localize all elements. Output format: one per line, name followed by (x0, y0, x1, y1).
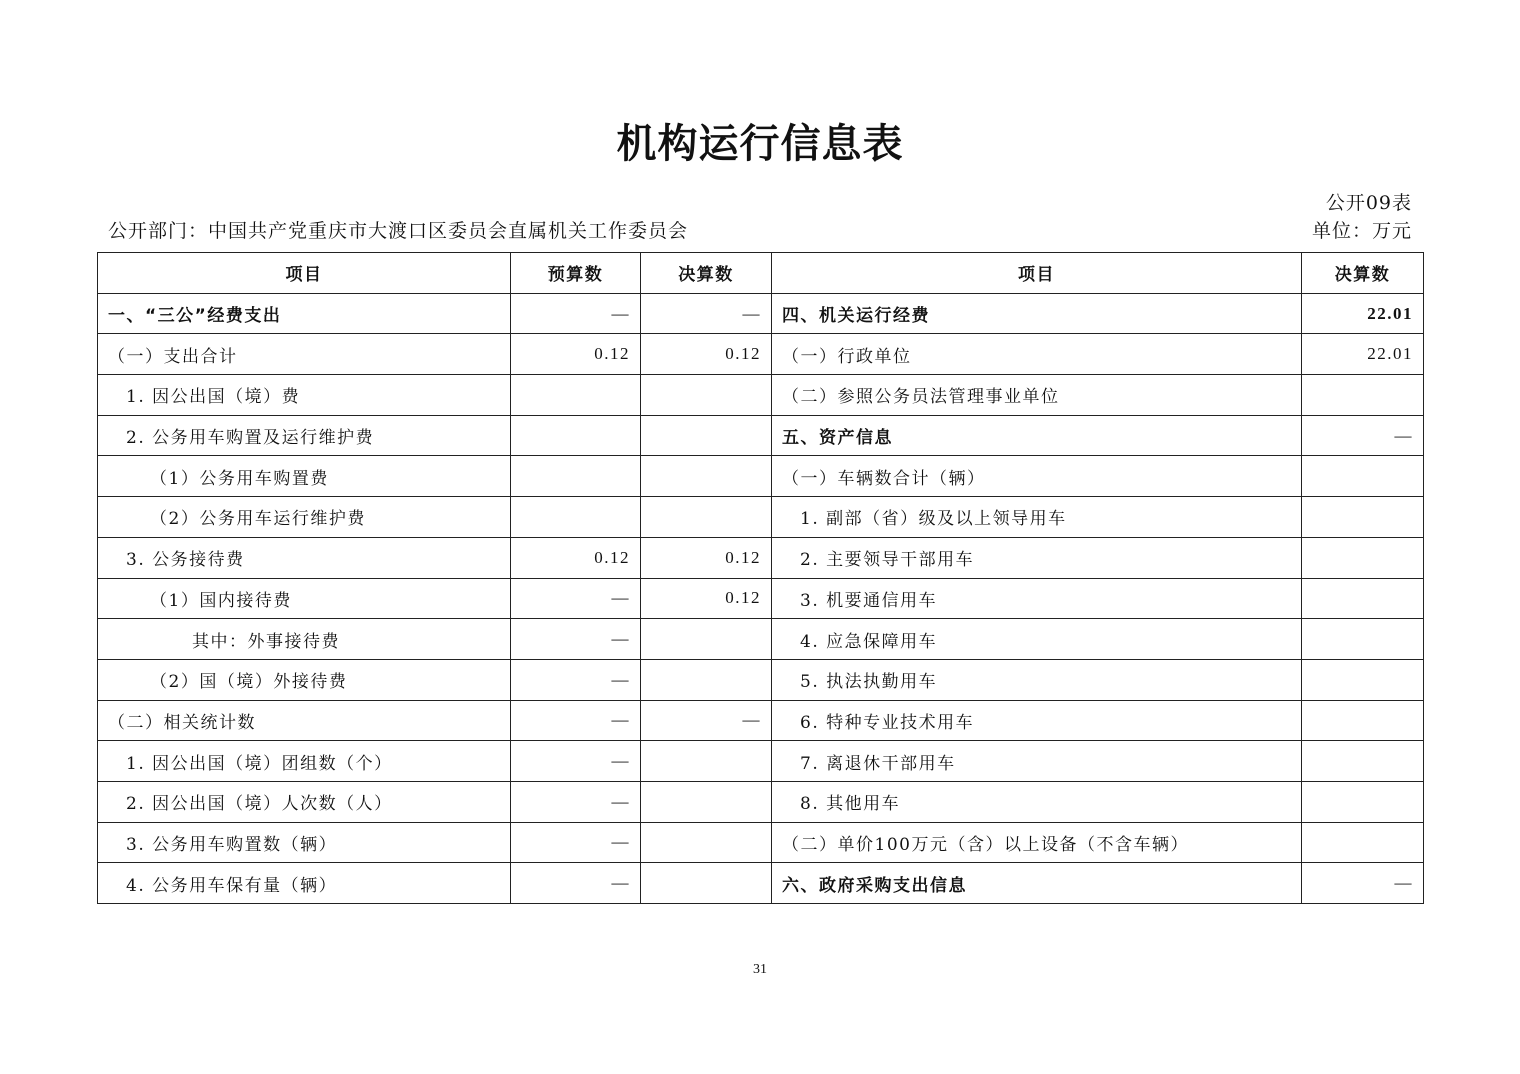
header-item-right: 项目 (772, 253, 1302, 294)
budget-cell: — (511, 863, 641, 904)
form-number: 公开09表 (1325, 192, 1412, 214)
right-label: （一）车辆数合计（辆） (772, 456, 1302, 497)
right-label: 2. 主要领导干部用车 (772, 537, 1302, 578)
unit-label: 单位：万元 (1311, 220, 1412, 242)
right-label: 6. 特种专业技术用车 (772, 700, 1302, 741)
row-label: 其中：外事接待费 (98, 619, 511, 660)
row-label: 一、“三公”经费支出 (98, 293, 511, 334)
table-row (98, 578, 1424, 619)
row-label: （一）支出合计 (98, 334, 511, 375)
table-row (98, 863, 1424, 904)
header-item: 项目 (98, 253, 511, 294)
right-label: （二）单价100万元（含）以上设备（不含车辆） (772, 822, 1302, 863)
table-row (98, 741, 1424, 782)
table-header-row (98, 253, 1424, 294)
right-value (1302, 741, 1424, 782)
table-row (98, 659, 1424, 700)
budget-cell (511, 375, 641, 416)
final-cell: — (641, 293, 772, 334)
final-cell (641, 497, 772, 538)
final-cell (641, 456, 772, 497)
budget-cell: — (511, 659, 641, 700)
page-title: 机构运行信息表 (616, 121, 904, 167)
final-cell (641, 659, 772, 700)
right-value: 22.01 (1302, 334, 1424, 375)
row-label: 3. 公务接待费 (98, 537, 511, 578)
table-row (98, 700, 1424, 741)
budget-cell: — (511, 781, 641, 822)
final-cell (641, 863, 772, 904)
budget-cell: — (511, 619, 641, 660)
right-label: 7. 离退休干部用车 (772, 741, 1302, 782)
right-label: 1. 副部（省）级及以上领导用车 (772, 497, 1302, 538)
final-cell: — (641, 700, 772, 741)
right-value (1302, 619, 1424, 660)
row-label: （2）国（境）外接待费 (98, 659, 511, 700)
right-value: — (1302, 863, 1424, 904)
final-cell: 0.12 (641, 537, 772, 578)
final-cell (641, 822, 772, 863)
table-row (98, 537, 1424, 578)
header-final: 决算数 (641, 253, 772, 294)
right-value (1302, 456, 1424, 497)
final-cell (641, 741, 772, 782)
table-row (98, 497, 1424, 538)
table-row (98, 822, 1424, 863)
budget-cell: — (511, 741, 641, 782)
right-value (1302, 537, 1424, 578)
final-cell (641, 415, 772, 456)
row-label: 1. 因公出国（境）费 (98, 375, 511, 416)
right-value (1302, 578, 1424, 619)
table-row (98, 456, 1424, 497)
final-cell: 0.12 (641, 334, 772, 375)
budget-cell: — (511, 822, 641, 863)
budget-cell: — (511, 700, 641, 741)
right-label: 8. 其他用车 (772, 781, 1302, 822)
right-value (1302, 700, 1424, 741)
right-value (1302, 822, 1424, 863)
table-row (98, 415, 1424, 456)
table-row (98, 293, 1424, 334)
department-label: 公开部门：中国共产党重庆市大渡口区委员会直属机关工作委员会 (108, 220, 689, 242)
row-label: 4. 公务用车保有量（辆） (98, 863, 511, 904)
info-table (97, 252, 1424, 904)
row-label: （2）公务用车运行维护费 (98, 497, 511, 538)
row-label: 2. 公务用车购置及运行维护费 (98, 415, 511, 456)
right-label: 四、机关运行经费 (772, 293, 1302, 334)
row-label: 1. 因公出国（境）团组数（个） (98, 741, 511, 782)
header-final-right: 决算数 (1302, 253, 1424, 294)
right-label: （二）参照公务员法管理事业单位 (772, 375, 1302, 416)
right-label: 六、政府采购支出信息 (772, 863, 1302, 904)
budget-cell (511, 415, 641, 456)
budget-cell: — (511, 578, 641, 619)
budget-cell: 0.12 (511, 537, 641, 578)
page-number: 31 (753, 962, 767, 977)
right-label: 4. 应急保障用车 (772, 619, 1302, 660)
budget-cell: 0.12 (511, 334, 641, 375)
budget-cell: — (511, 293, 641, 334)
right-value: 22.01 (1302, 293, 1424, 334)
table-row (98, 619, 1424, 660)
budget-cell (511, 456, 641, 497)
final-cell (641, 375, 772, 416)
row-label: （1）公务用车购置费 (98, 456, 511, 497)
right-value (1302, 375, 1424, 416)
table-row (98, 781, 1424, 822)
right-value (1302, 781, 1424, 822)
final-cell (641, 619, 772, 660)
row-label: （1）国内接待费 (98, 578, 511, 619)
row-label: 3. 公务用车购置数（辆） (98, 822, 511, 863)
row-label: （二）相关统计数 (98, 700, 511, 741)
right-value: — (1302, 415, 1424, 456)
right-label: 5. 执法执勤用车 (772, 659, 1302, 700)
table-row (98, 375, 1424, 416)
right-label: 五、资产信息 (772, 415, 1302, 456)
right-label: 3. 机要通信用车 (772, 578, 1302, 619)
header-budget: 预算数 (511, 253, 641, 294)
final-cell: 0.12 (641, 578, 772, 619)
row-label: 2. 因公出国（境）人次数（人） (98, 781, 511, 822)
budget-cell (511, 497, 641, 538)
right-value (1302, 497, 1424, 538)
final-cell (641, 781, 772, 822)
right-label: （一）行政单位 (772, 334, 1302, 375)
right-value (1302, 659, 1424, 700)
table-row (98, 334, 1424, 375)
